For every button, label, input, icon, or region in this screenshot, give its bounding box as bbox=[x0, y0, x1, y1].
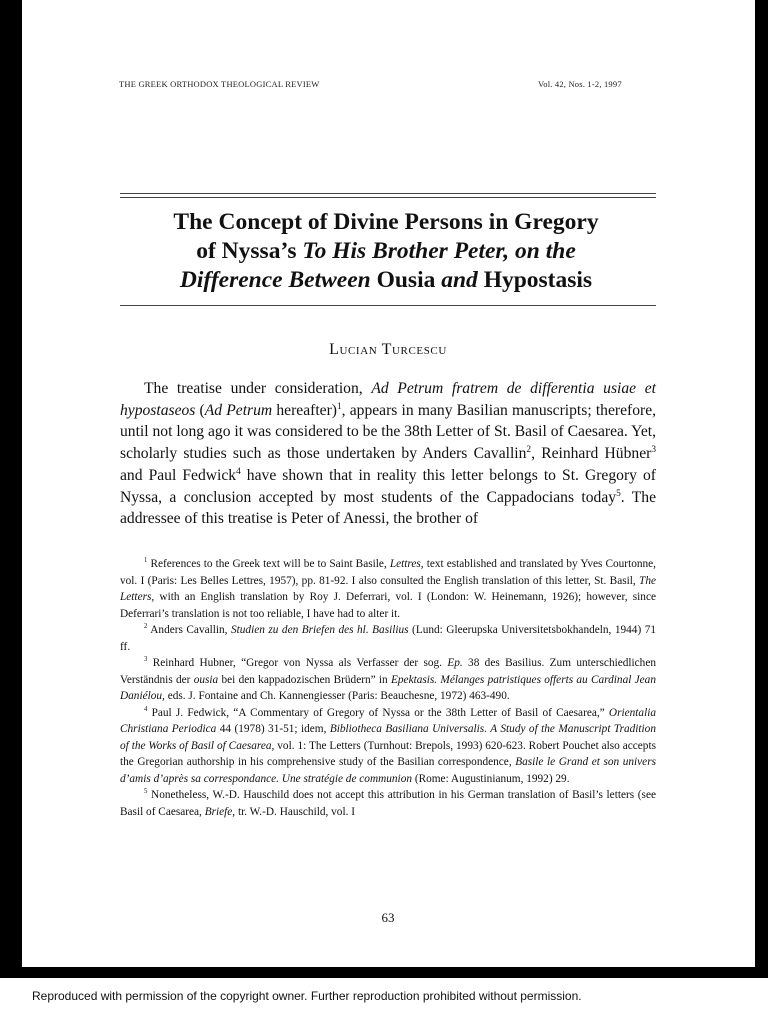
footnote-text: vol. 1: The Letters (Turnhout: Brepols, 1993) 620-623. Robert Pouchet also accepts the Gregorian authorship in his comprehensive study of the Basilian correspondence, bbox=[120, 739, 656, 768]
footnote-italic-text: Lettres, bbox=[389, 558, 424, 570]
body-text: . The addressee of this treatise is Peter of Anessi, the brother of bbox=[120, 488, 656, 528]
footnote-text: tr. W.-D. Hauschild, vol. I bbox=[235, 805, 356, 818]
footnote-mark: 5 bbox=[144, 788, 148, 796]
footnote-italic-text: Basile le Grand et son univers d’amis d’après sa correspondance. Une stratégie de communion bbox=[120, 756, 656, 785]
footnote-text: Reinhard Hubner, “Gregor von Nyssa als Verfasser der sog. bbox=[147, 657, 448, 669]
footnote-mark: 3 bbox=[144, 656, 148, 664]
title-rule-top bbox=[120, 193, 656, 194]
footnote-text: eds. J. Fontaine and Ch. Kannengiesser (Paris: Beauchesne, 1972) 463-490. bbox=[164, 690, 510, 702]
footnote-italic-text: Ep. bbox=[447, 657, 463, 669]
title-text: Ousia bbox=[370, 267, 442, 293]
footnote-italic-text: The Letters, bbox=[120, 574, 656, 603]
author-name: Lucian Turcescu bbox=[329, 341, 447, 358]
footnote-1 bbox=[120, 556, 656, 622]
body-text: , appears in many Basilian manuscripts; therefore, until not long ago it was considered to be the 38th Letter of St. Basil of Caesarea. Yet, scholarly studies such as those undertaken by Anders Cavallin bbox=[120, 401, 657, 463]
footnote-text: bei den kappadozischen Brüdern” in bbox=[218, 673, 391, 686]
footnote-italic-text: Orientalia Christiana Periodica bbox=[120, 706, 656, 735]
title-text: Hypostasis bbox=[477, 267, 593, 293]
footnote-text: Paul J. Fedwick, “A Commentary of Gregory of Nyssa or the 38th Letter of Basil of Caesarea,” bbox=[147, 706, 609, 719]
footnote-text: text established and translated by Yves Courtonne, vol. I (Paris: Les Belles Lettres, 1957), pp. 81-92. I also consulted the English translation of this letter, St. Basil, bbox=[120, 558, 656, 587]
footnote-3 bbox=[120, 655, 656, 705]
footnote-text: 38 des Basilius. Zum unterschiedlichen Verständnis der bbox=[120, 657, 656, 686]
footnote-italic-text: Bibliotheca Basiliana Universalis. A Study of the Manuscript Tradition of the Works of Basil of Caesarea, bbox=[120, 723, 656, 752]
footnote-5 bbox=[120, 787, 656, 820]
title-italic-text: To His Brother Peter, on the bbox=[302, 238, 576, 264]
body-text: , Reinhard Hübner bbox=[531, 445, 652, 463]
title-rule-bottom bbox=[120, 305, 656, 306]
body-text: and Paul Fedwick bbox=[120, 466, 237, 484]
footnote-4 bbox=[120, 705, 656, 788]
title-text: of Nyssa’s bbox=[196, 238, 303, 264]
footnotes bbox=[120, 556, 656, 820]
footnote-text: with an English translation by Roy J. Deferrari, vol. I (London: W. Heinemann, 1926); however, since Deferrari’s translation is not too reliable, I have had to alter it. bbox=[120, 591, 656, 620]
footnote-italic-text: ousia bbox=[193, 673, 219, 686]
footnote-italic-text: Epektasis. Mélanges patristiques offerts au Cardinal Jean Daniélou, bbox=[120, 673, 656, 702]
title-line-1: The Concept of Divine Persons in Gregory bbox=[173, 209, 599, 235]
body-text: The treatise under consideration, bbox=[144, 380, 372, 397]
permission-notice: Reproduced with permission of the copyright owner. Further reproduction prohibited without permission. bbox=[32, 989, 582, 1003]
footnote-ref-5: 5 bbox=[616, 488, 621, 499]
footnote-mark: 1 bbox=[144, 557, 148, 565]
footnote-italic-text: Briefe, bbox=[204, 805, 236, 818]
body-text: ( bbox=[195, 401, 205, 419]
footnote-ref-2: 2 bbox=[526, 444, 532, 455]
footnote-ref-4: 4 bbox=[236, 466, 241, 477]
article-title bbox=[110, 208, 662, 295]
footnote-text: References to the Greek text will be to Saint Basile, bbox=[147, 558, 390, 570]
running-head-volume: Vol. 42, Nos. 1-2, 1997 bbox=[538, 79, 622, 89]
footnote-mark: 2 bbox=[144, 623, 148, 631]
title-italic-text: Difference Between bbox=[179, 267, 371, 293]
page-number: 63 bbox=[381, 910, 395, 925]
footnote-ref-3: 3 bbox=[651, 444, 656, 455]
footnote-text: Anders Cavallin, bbox=[147, 624, 231, 636]
footnote-ref-1: 1 bbox=[336, 401, 342, 412]
footnote-text: (Lund: Gleerupska Universitetsbokhandeln, 1944) 71 ff. bbox=[120, 624, 657, 653]
body-text: hereafter) bbox=[272, 401, 337, 419]
footnote-text: Nonetheless, W.-D. Hauschild does not accept this attribution in his German translation of Basil’s letters (see Basil of Caesarea, bbox=[120, 789, 656, 818]
body-text: have shown that in reality this letter belongs to St. Gregory of Nyssa, a conclusion accepted by most students of the Cappadocians today bbox=[120, 466, 656, 506]
body-italic-text: Ad Petrum bbox=[204, 401, 273, 419]
footnote-text: 44 (1978) 31-51; idem, bbox=[216, 723, 330, 735]
running-head-journal: THE GREEK ORTHODOX THEOLOGICAL REVIEW bbox=[119, 79, 320, 89]
title-rule-top-second bbox=[120, 197, 656, 198]
title-italic-text: and bbox=[441, 267, 478, 293]
footnote-italic-text: Studien zu den Briefen des hl. Basilius bbox=[231, 624, 409, 636]
footnote-text: (Rome: Augustinianum, 1992) 29. bbox=[412, 772, 570, 785]
footnote-mark: 4 bbox=[144, 705, 148, 713]
footnote-2 bbox=[120, 622, 656, 655]
body-paragraph bbox=[120, 378, 656, 530]
body-italic-text: Ad Petrum fratrem de differentia usiae et hypostaseos bbox=[120, 380, 656, 419]
